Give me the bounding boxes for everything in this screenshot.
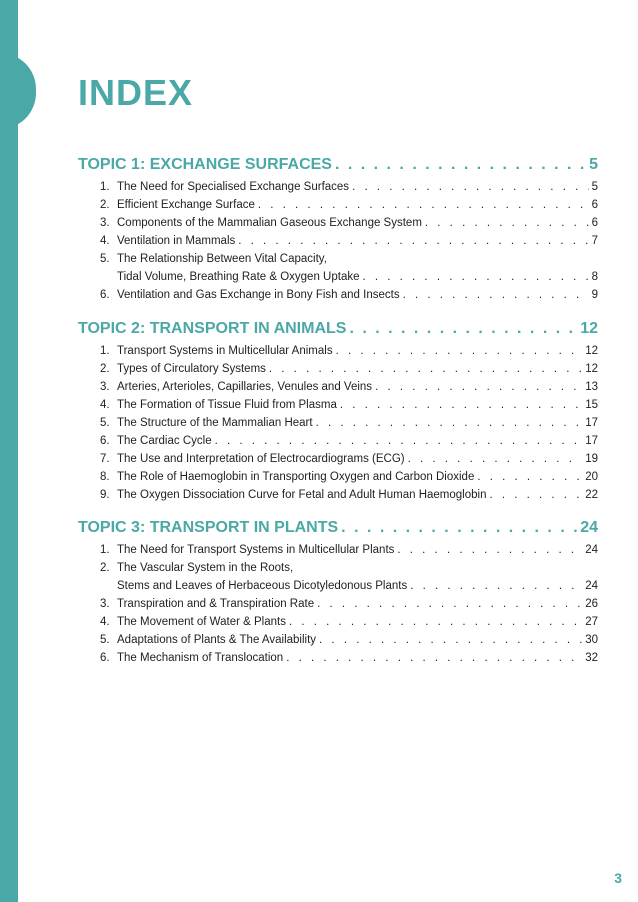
entry-page: 7 [591, 235, 598, 247]
entry-page: 15 [585, 399, 598, 411]
entry-number: 6. [100, 652, 110, 664]
dot-leader [362, 268, 588, 286]
dot-leader [316, 414, 583, 432]
entry-number: 2. [100, 199, 110, 211]
entry-title: The Movement of Water & Plants [117, 616, 286, 628]
dot-leader [349, 318, 577, 340]
entry-title-continued: Stems and Leaves of Herbaceous Dicotyledonous Plants [117, 580, 408, 592]
toc-entry[interactable] [100, 414, 598, 432]
topic-heading-row[interactable] [78, 154, 598, 176]
toc-entry[interactable] [100, 342, 598, 360]
toc-entry[interactable] [100, 178, 598, 196]
toc-entry[interactable] [100, 196, 598, 214]
page-title: INDEX [78, 72, 194, 113]
entry-page: 5 [591, 181, 598, 193]
entry-page: 20 [585, 471, 598, 483]
entry-title: Adaptations of Plants & The Availability [117, 634, 317, 646]
toc-entry[interactable] [100, 541, 598, 559]
topic-section-1 [78, 154, 598, 304]
page-number: 3 [614, 870, 622, 886]
toc-entry[interactable] [100, 432, 598, 450]
entry-title: Transport Systems in Multicellular Animals [117, 345, 333, 357]
entry-number: 2. [100, 562, 110, 574]
entry-number: 5. [100, 417, 110, 429]
toc-entry[interactable] [100, 286, 598, 304]
dot-leader [317, 595, 582, 613]
entry-page: 17 [585, 417, 598, 429]
dot-leader [352, 178, 589, 196]
entry-title: The Formation of Tissue Fluid from Plasma [117, 399, 337, 411]
entry-title: The Role of Haemoglobin in Transporting Oxygen and Carbon Dioxide [117, 471, 475, 483]
entry-number: 6. [100, 435, 110, 447]
entry-number: 4. [100, 235, 110, 247]
dot-leader [238, 232, 588, 250]
toc-entry[interactable] [100, 378, 598, 396]
entry-title: Types of Circulatory Systems [117, 363, 266, 375]
entry-title: The Cardiac Cycle [117, 435, 212, 447]
entry-title: The Oxygen Dissociation Curve for Fetal and Adult Human Haemoglobin [117, 489, 487, 501]
dot-leader [340, 396, 582, 414]
dot-leader [335, 154, 586, 176]
topic-page: 24 [580, 519, 598, 536]
entry-title: Efficient Exchange Surface [117, 199, 255, 211]
entry-number: 1. [100, 544, 110, 556]
dot-leader [489, 486, 582, 504]
dot-leader [397, 541, 582, 559]
entry-number: 3. [100, 217, 110, 229]
toc-entry[interactable] [100, 214, 598, 232]
toc-entry[interactable] [100, 250, 598, 268]
entry-page: 32 [585, 652, 598, 664]
topic-page: 12 [580, 320, 598, 337]
entry-page: 6 [591, 199, 598, 211]
dot-leader [375, 378, 582, 396]
dot-leader [410, 577, 582, 595]
topic-heading: TOPIC 1: EXCHANGE SURFACES [78, 156, 332, 173]
entry-number: 5. [100, 634, 110, 646]
dot-leader [341, 517, 577, 539]
dot-leader [425, 214, 589, 232]
entry-page: 12 [585, 345, 598, 357]
entry-number: 1. [100, 181, 110, 193]
entry-number: 7. [100, 453, 110, 465]
toc-entry[interactable] [100, 649, 598, 667]
toc-entry[interactable] [100, 613, 598, 631]
dot-leader [258, 196, 589, 214]
entry-number: 9. [100, 489, 110, 501]
entry-number: 4. [100, 616, 110, 628]
entry-page: 30 [585, 634, 598, 646]
entry-title: The Need for Specialised Exchange Surfaces [117, 181, 350, 193]
toc-entry-continued[interactable] [100, 577, 598, 595]
entry-page: 17 [585, 435, 598, 447]
dot-leader [289, 613, 582, 631]
toc-entry[interactable] [100, 468, 598, 486]
entry-number: 3. [100, 598, 110, 610]
entry-page: 24 [585, 580, 598, 592]
entry-number: 1. [100, 345, 110, 357]
dot-leader [403, 286, 589, 304]
dot-leader [269, 360, 582, 378]
entry-page: 19 [585, 453, 598, 465]
dot-leader [336, 342, 583, 360]
dot-leader [319, 631, 582, 649]
entry-title: The Use and Interpretation of Electrocardiograms (ECG) [117, 453, 405, 465]
topic-section-2 [78, 318, 598, 504]
topic-heading: TOPIC 2: TRANSPORT IN ANIMALS [78, 320, 347, 337]
entry-title: Arteries, Arterioles, Capillaries, Venules and Veins [117, 381, 373, 393]
entry-number: 6. [100, 289, 110, 301]
entry-page: 6 [591, 217, 598, 229]
entry-page: 13 [585, 381, 598, 393]
toc-entry-continued[interactable] [100, 268, 598, 286]
entry-title: Ventilation in Mammals [117, 235, 236, 247]
entry-page: 9 [591, 289, 598, 301]
entry-page: 12 [585, 363, 598, 375]
entry-title: The Mechanism of Translocation [117, 652, 284, 664]
entry-title-continued: Tidal Volume, Breathing Rate & Oxygen Uptake [117, 271, 360, 283]
entry-number: 3. [100, 381, 110, 393]
toc-entry[interactable] [100, 559, 598, 577]
entry-number: 4. [100, 399, 110, 411]
toc-entry[interactable] [100, 631, 598, 649]
toc-entry[interactable] [100, 486, 598, 504]
topic-section-3 [78, 517, 598, 667]
toc-entry[interactable] [100, 595, 598, 613]
entry-title: The Relationship Between Vital Capacity, [117, 253, 327, 265]
dot-leader [408, 450, 583, 468]
entry-number: 5. [100, 253, 110, 265]
entry-page: 22 [585, 489, 598, 501]
side-accent-tab [0, 53, 36, 129]
side-accent-bar [0, 0, 18, 902]
toc-entry[interactable] [100, 396, 598, 414]
topic-heading: TOPIC 3: TRANSPORT IN PLANTS [78, 519, 339, 536]
entry-title: Ventilation and Gas Exchange in Bony Fish and Insects [117, 289, 400, 301]
entry-title: The Vascular System in the Roots, [117, 562, 294, 574]
entry-title: Components of the Mammalian Gaseous Exchange System [117, 217, 422, 229]
entry-number: 2. [100, 363, 110, 375]
entry-title: Transpiration and & Transpiration Rate [117, 598, 315, 610]
toc-entry[interactable] [100, 360, 598, 378]
topic-page: 5 [589, 156, 598, 173]
entry-number: 8. [100, 471, 110, 483]
dot-leader [286, 649, 582, 667]
entry-page: 24 [585, 544, 598, 556]
entry-title: The Structure of the Mammalian Heart [117, 417, 313, 429]
dot-leader [477, 468, 582, 486]
entry-page: 8 [591, 271, 598, 283]
toc-entry[interactable] [100, 232, 598, 250]
entry-title: The Need for Transport Systems in Multicellular Plants [117, 544, 395, 556]
entry-page: 27 [585, 616, 598, 628]
topic-heading-row[interactable] [78, 318, 598, 340]
topic-heading-row[interactable] [78, 517, 598, 539]
dot-leader [215, 432, 583, 450]
entry-page: 26 [585, 598, 598, 610]
toc-entry[interactable] [100, 450, 598, 468]
